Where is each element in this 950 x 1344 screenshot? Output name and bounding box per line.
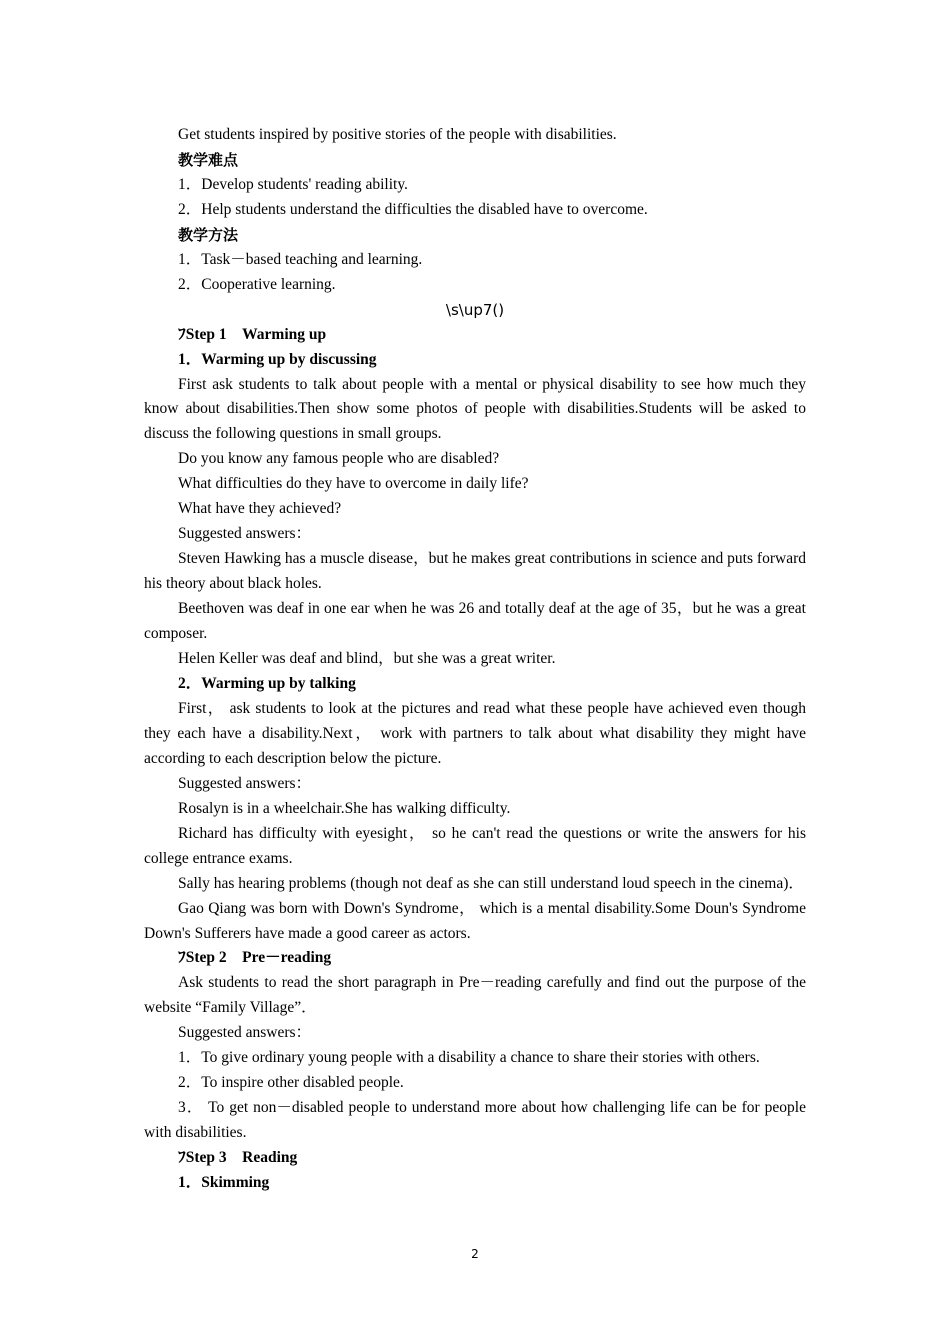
paragraph: Suggested answers： bbox=[178, 1024, 312, 1042]
section-heading: 2．Warming up by talking bbox=[178, 674, 356, 692]
section-heading: 1．Skimming bbox=[178, 1174, 270, 1192]
section-heading: ﾌStep 2 Pre－reading bbox=[178, 949, 332, 967]
paragraph: Suggested answers： bbox=[178, 774, 312, 792]
paragraph: 1．Task－based teaching and learning. bbox=[178, 250, 423, 268]
paragraph: 2．To inspire other disabled people. bbox=[178, 1074, 404, 1092]
paragraph: What difficulties do they have to overcome in daily life? bbox=[178, 475, 529, 493]
chinese-heading: 教学方法 bbox=[178, 225, 239, 244]
document-body bbox=[144, 123, 806, 1196]
paragraph: What have they achieved? bbox=[178, 500, 342, 518]
page-number: 2 bbox=[471, 1247, 479, 1261]
paragraph: Steven Hawking has a muscle disease，but he makes great contributions in science and puts forward his theory about black holes. bbox=[144, 550, 806, 593]
section-heading: 1．Warming up by discussing bbox=[178, 350, 377, 368]
paragraph: Helen Keller was deaf and blind，but she was a great writer. bbox=[178, 650, 556, 668]
paragraph: 3． To get non－disabled people to understand more about how challenging life can be for people with disabilities. bbox=[144, 1099, 806, 1142]
paragraph: Richard has difficulty with eyesight， so he can't read the questions or write the answers for his college entrance exams. bbox=[144, 824, 806, 867]
paragraph: Suggested answers： bbox=[178, 525, 312, 543]
paragraph: First， ask students to look at the pictures and read what these people have achieved even though they each have a disability.Next， work with partners to talk about what disability they might have according to each description below the picture. bbox=[144, 699, 806, 767]
paragraph: Ask students to read the short paragraph in Pre－reading carefully and find out the purpose of the website “Family Village”． bbox=[144, 974, 806, 1017]
paragraph: 2．Help students understand the difficulties the disabled have to overcome. bbox=[178, 200, 648, 218]
paragraph: 1．Develop students' reading ability. bbox=[178, 175, 408, 193]
paragraph: Do you know any famous people who are disabled? bbox=[178, 450, 500, 468]
paragraph: First ask students to talk about people with a mental or physical disability to see how much they know about disabilities.Then show some photos of people with disabilities.Students will be asked to discuss the following questions in small groups. bbox=[144, 375, 806, 443]
paragraph: Sally has hearing problems (though not deaf as she can still understand loud speech in the cinema)． bbox=[178, 874, 804, 892]
chinese-heading: 教学难点 bbox=[178, 150, 239, 169]
section-heading: ﾌStep 1 Warming up bbox=[178, 325, 327, 343]
paragraph: 2．Cooperative learning. bbox=[178, 275, 336, 293]
field-code-text: \s\up7() bbox=[445, 300, 505, 319]
paragraph: Rosalyn is in a wheelchair.She has walking difficulty. bbox=[178, 799, 511, 817]
section-heading: ﾌStep 3 Reading bbox=[178, 1149, 298, 1167]
paragraph: Gao Qiang was born with Down's Syndrome， which is a mental disability.Some Doun's Syndrome Down's Sufferers have made a good career as actors. bbox=[144, 899, 806, 942]
paragraph: Get students inspired by positive stories of the people with disabilities. bbox=[178, 126, 617, 143]
paragraph: 1．To give ordinary young people with a disability a chance to share their stories with others. bbox=[178, 1049, 760, 1067]
paragraph: Beethoven was deaf in one ear when he was 26 and totally deaf at the age of 35，but he was a great composer. bbox=[144, 600, 806, 643]
